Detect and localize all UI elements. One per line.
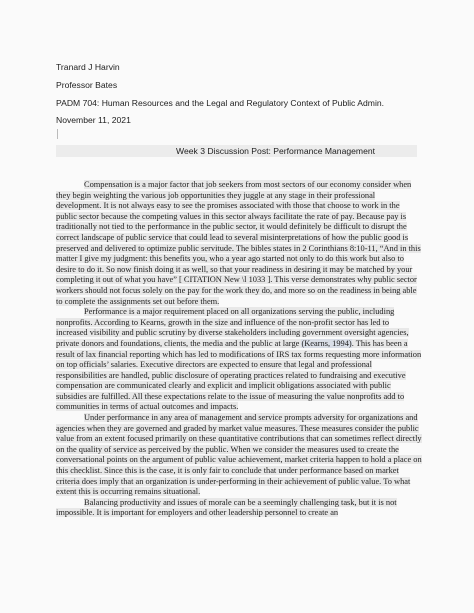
- submission-date: November 11, 2021: [56, 115, 131, 125]
- author-name: Tranard J Harvin: [56, 62, 120, 72]
- professor-name: Professor Bates: [56, 80, 118, 90]
- paragraph-text: Performance is a major requirement placed on all organizations serving the public, including nonprofits. According to Kearns, growth in the size and influence of the non-profit sector has led to increased visibility and public scrutiny by diverse stakeholders including government oversight agencies, private donors and foundations, clients, the media and the public at large: [56, 307, 409, 348]
- text-cursor: [57, 129, 58, 139]
- paragraph-text: Compensation is a major factor that job seekers from most sectors of our economy consider when they begin weighting the various job opportunities they juggle at any stage in their professional development. It is not always easy to see the promises associated with those that choose to work in the public sector because the competing values in this sector always facilitate the rate of pay. Because pay is traditionally not tied to the performance in the public sector, it would definitely be difficult to disrupt the correct landscape of public service that could lead to several misinterpretations of how the public good is preserved and delivered to optimize public servitude. The bibles states in 2 Corinthians 8:10-11, “And in this matter I give my judgment: this benefits you, who a year ago started not only to do this work but also to desire to do it. So now finish doing it as well, so that your readiness in desiring it may be matched by your completing it out of what you have” [ CITATION New \l 1033 ]. This verse demonstrates why public sector workers should not focus solely on the pay for the work they do, and more so on the readiness in being able to complete the assignments set out before them.: [56, 180, 421, 306]
- paragraph-text: . This has been a result of lax financial reporting which has led to modifications of IRS tax forms requesting more information on top officials’ salaries. Executive directors are expected to ensure that legal and professional responsibilities are handled, public disclosure of operating practices related to fundraising and executive compensation are communicated clearly and explicit and implicit obligations associated with public subsidies are fulfilled. All these expectations relate to the issue of measuring the value nonprofits add to communities in terms of actual outcomes and impacts.: [56, 338, 422, 412]
- paragraph-morale: [56, 498, 422, 519]
- paragraph-underperformance: [56, 413, 422, 498]
- paragraph-text: Balancing productivity and issues of morale can be a seemingly challenging task, but it is not impossible. It is important for employers and other leadership personnel to create an: [56, 497, 397, 518]
- citation-link[interactable]: (Kearns, 1994): [301, 338, 352, 348]
- paragraph-performance: [56, 307, 422, 413]
- paragraph-compensation: [56, 180, 422, 307]
- course-name: PADM 704: Human Resources and the Legal and Regulatory Context of Public Admin.: [56, 98, 385, 108]
- document-title: Week 3 Discussion Post: Performance Management: [176, 146, 376, 156]
- document-body: [56, 180, 422, 519]
- paragraph-text: Under performance in any area of management and service prompts adversity for organizations and agencies when they are governed and graded by market value measures. These measures consider the public value from an extent focused primarily on these quantitative contributions that can sometimes reflect directly on the quality of service as perceived by the public. When we consider the measures used to create the conversational points on the argument of public value achievement, market criteria happen to hold a place on this checklist. Since this is the case, it is only fair to conclude that under performance based on market criteria does imply that an organization is under-performing in their achievement of public value. To what extent this is occurring remains situational.: [56, 413, 422, 497]
